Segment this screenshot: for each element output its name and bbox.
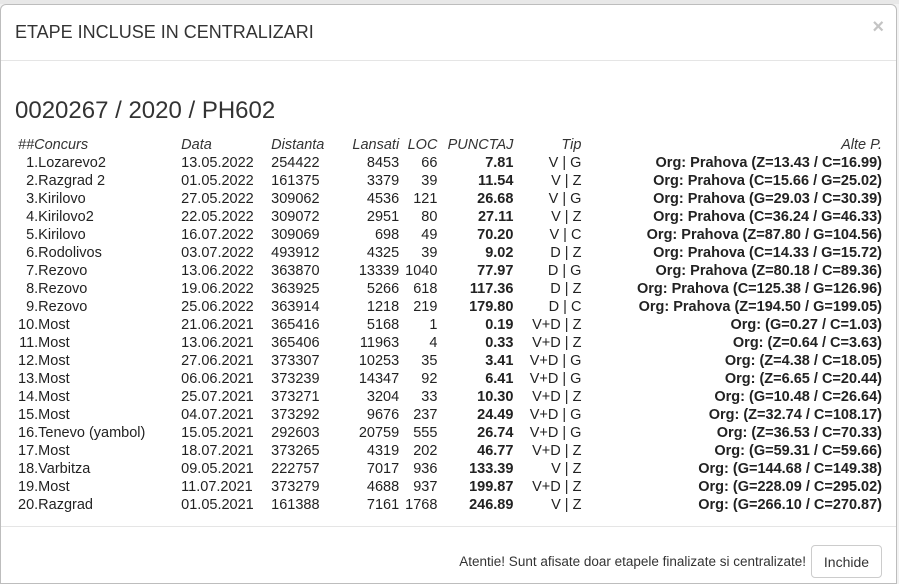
row-number: 20.	[18, 497, 39, 513]
other-points: Org: (G=59.31 / C=59.66)	[714, 443, 882, 459]
race-date: 13.06.2022	[181, 263, 254, 279]
released-count: 4319	[366, 443, 400, 459]
table-header-row	[15, 136, 885, 154]
place: 936	[413, 461, 438, 477]
race-name: Lozarevo2	[38, 155, 106, 171]
race-name: Most	[38, 335, 70, 351]
race-name: Most	[38, 353, 70, 369]
row-number: 6.	[26, 245, 39, 261]
score: 179.80	[469, 299, 514, 315]
race-type: V+D | G	[529, 371, 582, 387]
race-type: D | Z	[550, 245, 582, 261]
race-date: 11.07.2021	[181, 479, 253, 495]
place: 618	[413, 281, 438, 297]
race-name: Most	[38, 407, 70, 423]
place: 35	[421, 353, 438, 369]
table-row	[15, 442, 885, 460]
race-distance: 309069	[271, 227, 320, 243]
race-date: 16.07.2022	[181, 227, 254, 243]
table-body	[15, 154, 885, 514]
table-row	[15, 208, 885, 226]
race-date: 18.07.2021	[181, 443, 254, 459]
row-number: 9.	[26, 299, 39, 315]
other-points: Org: (G=266.10 / C=270.87)	[698, 497, 882, 513]
table-row	[15, 280, 885, 298]
score: 7.81	[485, 155, 514, 171]
other-points: Org: Prahova (Z=194.50 / G=199.05)	[638, 299, 882, 315]
row-number: 14.	[18, 389, 39, 405]
released-count: 2951	[366, 209, 400, 225]
race-name: Most	[38, 389, 70, 405]
race-distance: 309072	[271, 209, 320, 225]
table-row	[15, 334, 885, 352]
place: 1040	[405, 263, 438, 279]
other-points: Org: (Z=4.38 / C=18.05)	[724, 353, 882, 369]
race-name: Most	[38, 371, 70, 387]
released-count: 20759	[358, 425, 400, 441]
other-points: Org: Prahova (Z=80.18 / C=89.36)	[655, 263, 882, 279]
row-number: 17.	[18, 443, 39, 459]
race-distance: 373292	[271, 407, 320, 423]
race-name: Razgrad 2	[38, 173, 106, 189]
header-punctaj: PUNCTAJ	[447, 137, 514, 153]
other-points: Org: (G=10.48 / C=26.64)	[714, 389, 882, 405]
race-date: 22.05.2022	[181, 209, 254, 225]
row-number: 2.	[26, 173, 39, 189]
place: 937	[413, 479, 438, 495]
race-type: V | C	[549, 227, 582, 243]
row-number: 1.	[26, 155, 39, 171]
place: 39	[421, 173, 438, 189]
stages-modal	[0, 4, 897, 584]
race-name: Most	[38, 317, 70, 333]
row-number: 19.	[18, 479, 39, 495]
score: 24.49	[477, 407, 514, 423]
other-points: Org: Prahova (G=29.03 / C=30.39)	[653, 191, 882, 207]
place: 219	[413, 299, 438, 315]
place: 49	[421, 227, 438, 243]
race-type: V+D | Z	[532, 443, 582, 459]
table-row	[15, 388, 885, 406]
race-type: D | G	[547, 263, 582, 279]
race-type: V | Z	[551, 461, 582, 477]
score: 11.54	[477, 173, 514, 189]
race-type: V+D | G	[529, 407, 582, 423]
race-distance: 373307	[271, 353, 320, 369]
race-date: 03.07.2022	[181, 245, 254, 261]
table-row	[15, 460, 885, 478]
score: 26.68	[477, 191, 514, 207]
race-type: D | Z	[550, 281, 582, 297]
race-date: 27.06.2021	[181, 353, 254, 369]
race-date: 01.05.2022	[181, 173, 254, 189]
place: 202	[413, 443, 438, 459]
place: 80	[421, 209, 438, 225]
race-name: Rezovo	[38, 299, 88, 315]
score: 27.11	[477, 209, 514, 225]
table-row	[15, 316, 885, 334]
other-points: Org: Prahova (Z=13.43 / C=16.99)	[655, 155, 882, 171]
score: 246.89	[469, 497, 514, 513]
score: 6.41	[485, 371, 514, 387]
table-row	[15, 190, 885, 208]
score: 9.02	[485, 245, 514, 261]
race-type: V | Z	[551, 209, 582, 225]
race-distance: 222757	[271, 461, 320, 477]
place: 121	[413, 191, 438, 207]
race-distance: 373265	[271, 443, 320, 459]
other-points: Org: (G=0.27 / C=1.03)	[730, 317, 882, 333]
other-points: Org: (Z=0.64 / C=3.63)	[732, 335, 882, 351]
race-type: V+D | Z	[532, 389, 582, 405]
table-row	[15, 262, 885, 280]
released-count: 9676	[366, 407, 400, 423]
table-row	[15, 154, 885, 172]
place: 33	[421, 389, 438, 405]
race-distance: 292603	[271, 425, 320, 441]
released-count: 7161	[366, 497, 400, 513]
race-name: Varbitza	[38, 461, 91, 477]
modal-footer	[1, 526, 896, 584]
race-type: V+D | Z	[532, 335, 582, 351]
race-name: Rezovo	[38, 281, 88, 297]
row-number: 10.	[18, 317, 39, 333]
released-count: 698	[374, 227, 400, 243]
score: 26.74	[477, 425, 514, 441]
place: 66	[421, 155, 438, 171]
score: 10.30	[477, 389, 514, 405]
score: 3.41	[485, 353, 514, 369]
header-data: Data	[181, 137, 212, 153]
score: 0.19	[485, 317, 514, 333]
place: 555	[413, 425, 438, 441]
released-count: 11963	[359, 335, 400, 351]
race-distance: 493912	[271, 245, 320, 261]
header-concurs: ##Concurs	[18, 137, 89, 153]
race-date: 01.05.2021	[181, 497, 254, 513]
race-date: 25.07.2021	[181, 389, 254, 405]
other-points: Org: Prahova (C=125.38 / G=126.96)	[636, 281, 882, 297]
race-distance: 363925	[271, 281, 320, 297]
header-tip: Tip	[561, 137, 582, 153]
race-type: D | C	[548, 299, 582, 315]
race-date: 09.05.2021	[181, 461, 254, 477]
released-count: 4536	[366, 191, 400, 207]
race-type: V | G	[548, 191, 582, 207]
released-count: 1218	[366, 299, 400, 315]
race-distance: 363914	[271, 299, 320, 315]
row-number: 15.	[18, 407, 39, 423]
other-points: Org: (Z=6.65 / C=20.44)	[724, 371, 882, 387]
race-date: 21.06.2021	[181, 317, 254, 333]
table-row	[15, 172, 885, 190]
modal-header	[1, 5, 896, 61]
row-number: 7.	[26, 263, 39, 279]
released-count: 13339	[358, 263, 400, 279]
score: 70.20	[477, 227, 514, 243]
header-lansati: Lansati	[352, 137, 400, 153]
race-name: Kirilovo	[38, 227, 86, 243]
race-date: 13.05.2022	[181, 155, 254, 171]
place: 92	[421, 371, 438, 387]
row-number: 3.	[26, 191, 39, 207]
race-type: V+D | G	[529, 353, 582, 369]
race-distance: 365416	[271, 317, 320, 333]
footer-note: Atentie! Sunt afisate doar etapele finalizate si centralizate!	[459, 554, 806, 569]
race-distance: 373279	[271, 479, 320, 495]
other-points: Org: (G=228.09 / C=295.02)	[698, 479, 882, 495]
released-count: 4325	[366, 245, 400, 261]
released-count: 10253	[358, 353, 400, 369]
place: 237	[413, 407, 438, 423]
row-number: 12.	[18, 353, 39, 369]
stages-table	[15, 136, 885, 514]
race-distance: 373239	[271, 371, 320, 387]
released-count: 8453	[366, 155, 400, 171]
other-points: Org: (Z=36.53 / C=70.33)	[716, 425, 882, 441]
race-type: V+D | Z	[532, 479, 582, 495]
race-date: 13.06.2021	[181, 335, 254, 351]
race-distance: 161375	[271, 173, 320, 189]
race-type: V | G	[548, 155, 582, 171]
score: 0.33	[485, 335, 514, 351]
race-date: 19.06.2022	[181, 281, 254, 297]
race-name: Tenevo (yambol)	[38, 425, 146, 441]
modal-title: ETAPE INCLUSE IN CENTRALIZARI	[15, 22, 314, 42]
other-points: Org: (G=144.68 / C=149.38)	[698, 461, 882, 477]
other-points: Org: Prahova (C=14.33 / G=15.72)	[653, 245, 882, 261]
other-points: Org: (Z=32.74 / C=108.17)	[708, 407, 882, 423]
race-date: 06.06.2021	[181, 371, 254, 387]
table-row	[15, 478, 885, 496]
header-alte: Alte P.	[841, 137, 882, 153]
other-points: Org: Prahova (C=15.66 / G=25.02)	[653, 173, 882, 189]
row-number: 8.	[26, 281, 39, 297]
race-name: Most	[38, 479, 70, 495]
released-count: 3379	[366, 173, 400, 189]
race-name: Kirilovo2	[38, 209, 94, 225]
row-number: 18.	[18, 461, 39, 477]
race-type: V | Z	[551, 173, 582, 189]
table-row	[15, 352, 885, 370]
race-type: V+D | Z	[532, 317, 582, 333]
record-id: 0020267 / 2020 / PH602	[15, 97, 276, 124]
race-distance: 254422	[271, 155, 320, 171]
race-type: V | Z	[551, 497, 582, 513]
released-count: 14347	[358, 371, 400, 387]
header-distanta: Distanta	[271, 137, 325, 153]
other-points: Org: Prahova (Z=87.80 / G=104.56)	[646, 227, 882, 243]
race-distance: 161388	[271, 497, 320, 513]
released-count: 4688	[366, 479, 400, 495]
table-row	[15, 496, 885, 514]
score: 199.87	[469, 479, 514, 495]
table-row	[15, 226, 885, 244]
race-distance: 373271	[271, 389, 320, 405]
row-number: 16.	[18, 425, 39, 441]
race-distance: 365406	[271, 335, 320, 351]
table-row	[15, 244, 885, 262]
race-name: Kirilovo	[38, 191, 86, 207]
place: 1	[429, 317, 438, 333]
race-name: Razgrad	[38, 497, 93, 513]
table-row	[15, 406, 885, 424]
race-name: Rodolivos	[38, 245, 102, 261]
race-date: 15.05.2021	[181, 425, 254, 441]
place: 39	[421, 245, 438, 261]
row-number: 13.	[18, 371, 39, 387]
released-count: 5266	[366, 281, 400, 297]
released-count: 7017	[366, 461, 400, 477]
race-name: Most	[38, 443, 70, 459]
row-number: 4.	[26, 209, 39, 225]
released-count: 5168	[366, 317, 400, 333]
table-row	[15, 424, 885, 442]
race-date: 27.05.2022	[181, 191, 254, 207]
score: 117.36	[469, 281, 514, 297]
race-date: 04.07.2021	[181, 407, 254, 423]
other-points: Org: Prahova (C=36.24 / G=46.33)	[653, 209, 882, 225]
score: 77.97	[477, 263, 514, 279]
race-type: V+D | G	[529, 425, 582, 441]
score: 46.77	[477, 443, 514, 459]
race-name: Rezovo	[38, 263, 88, 279]
close-icon[interactable]: ×	[872, 16, 884, 38]
race-date: 25.06.2022	[181, 299, 254, 315]
place: 1768	[405, 497, 438, 513]
row-number: 5.	[26, 227, 39, 243]
close-button[interactable]: Inchide	[811, 545, 882, 578]
released-count: 3204	[366, 389, 400, 405]
table-row	[15, 370, 885, 388]
header-loc: LOC	[407, 137, 438, 153]
row-number: 11.	[19, 335, 39, 351]
race-distance: 363870	[271, 263, 320, 279]
race-distance: 309062	[271, 191, 320, 207]
place: 4	[429, 335, 438, 351]
score: 133.39	[469, 461, 514, 477]
table-row	[15, 298, 885, 316]
